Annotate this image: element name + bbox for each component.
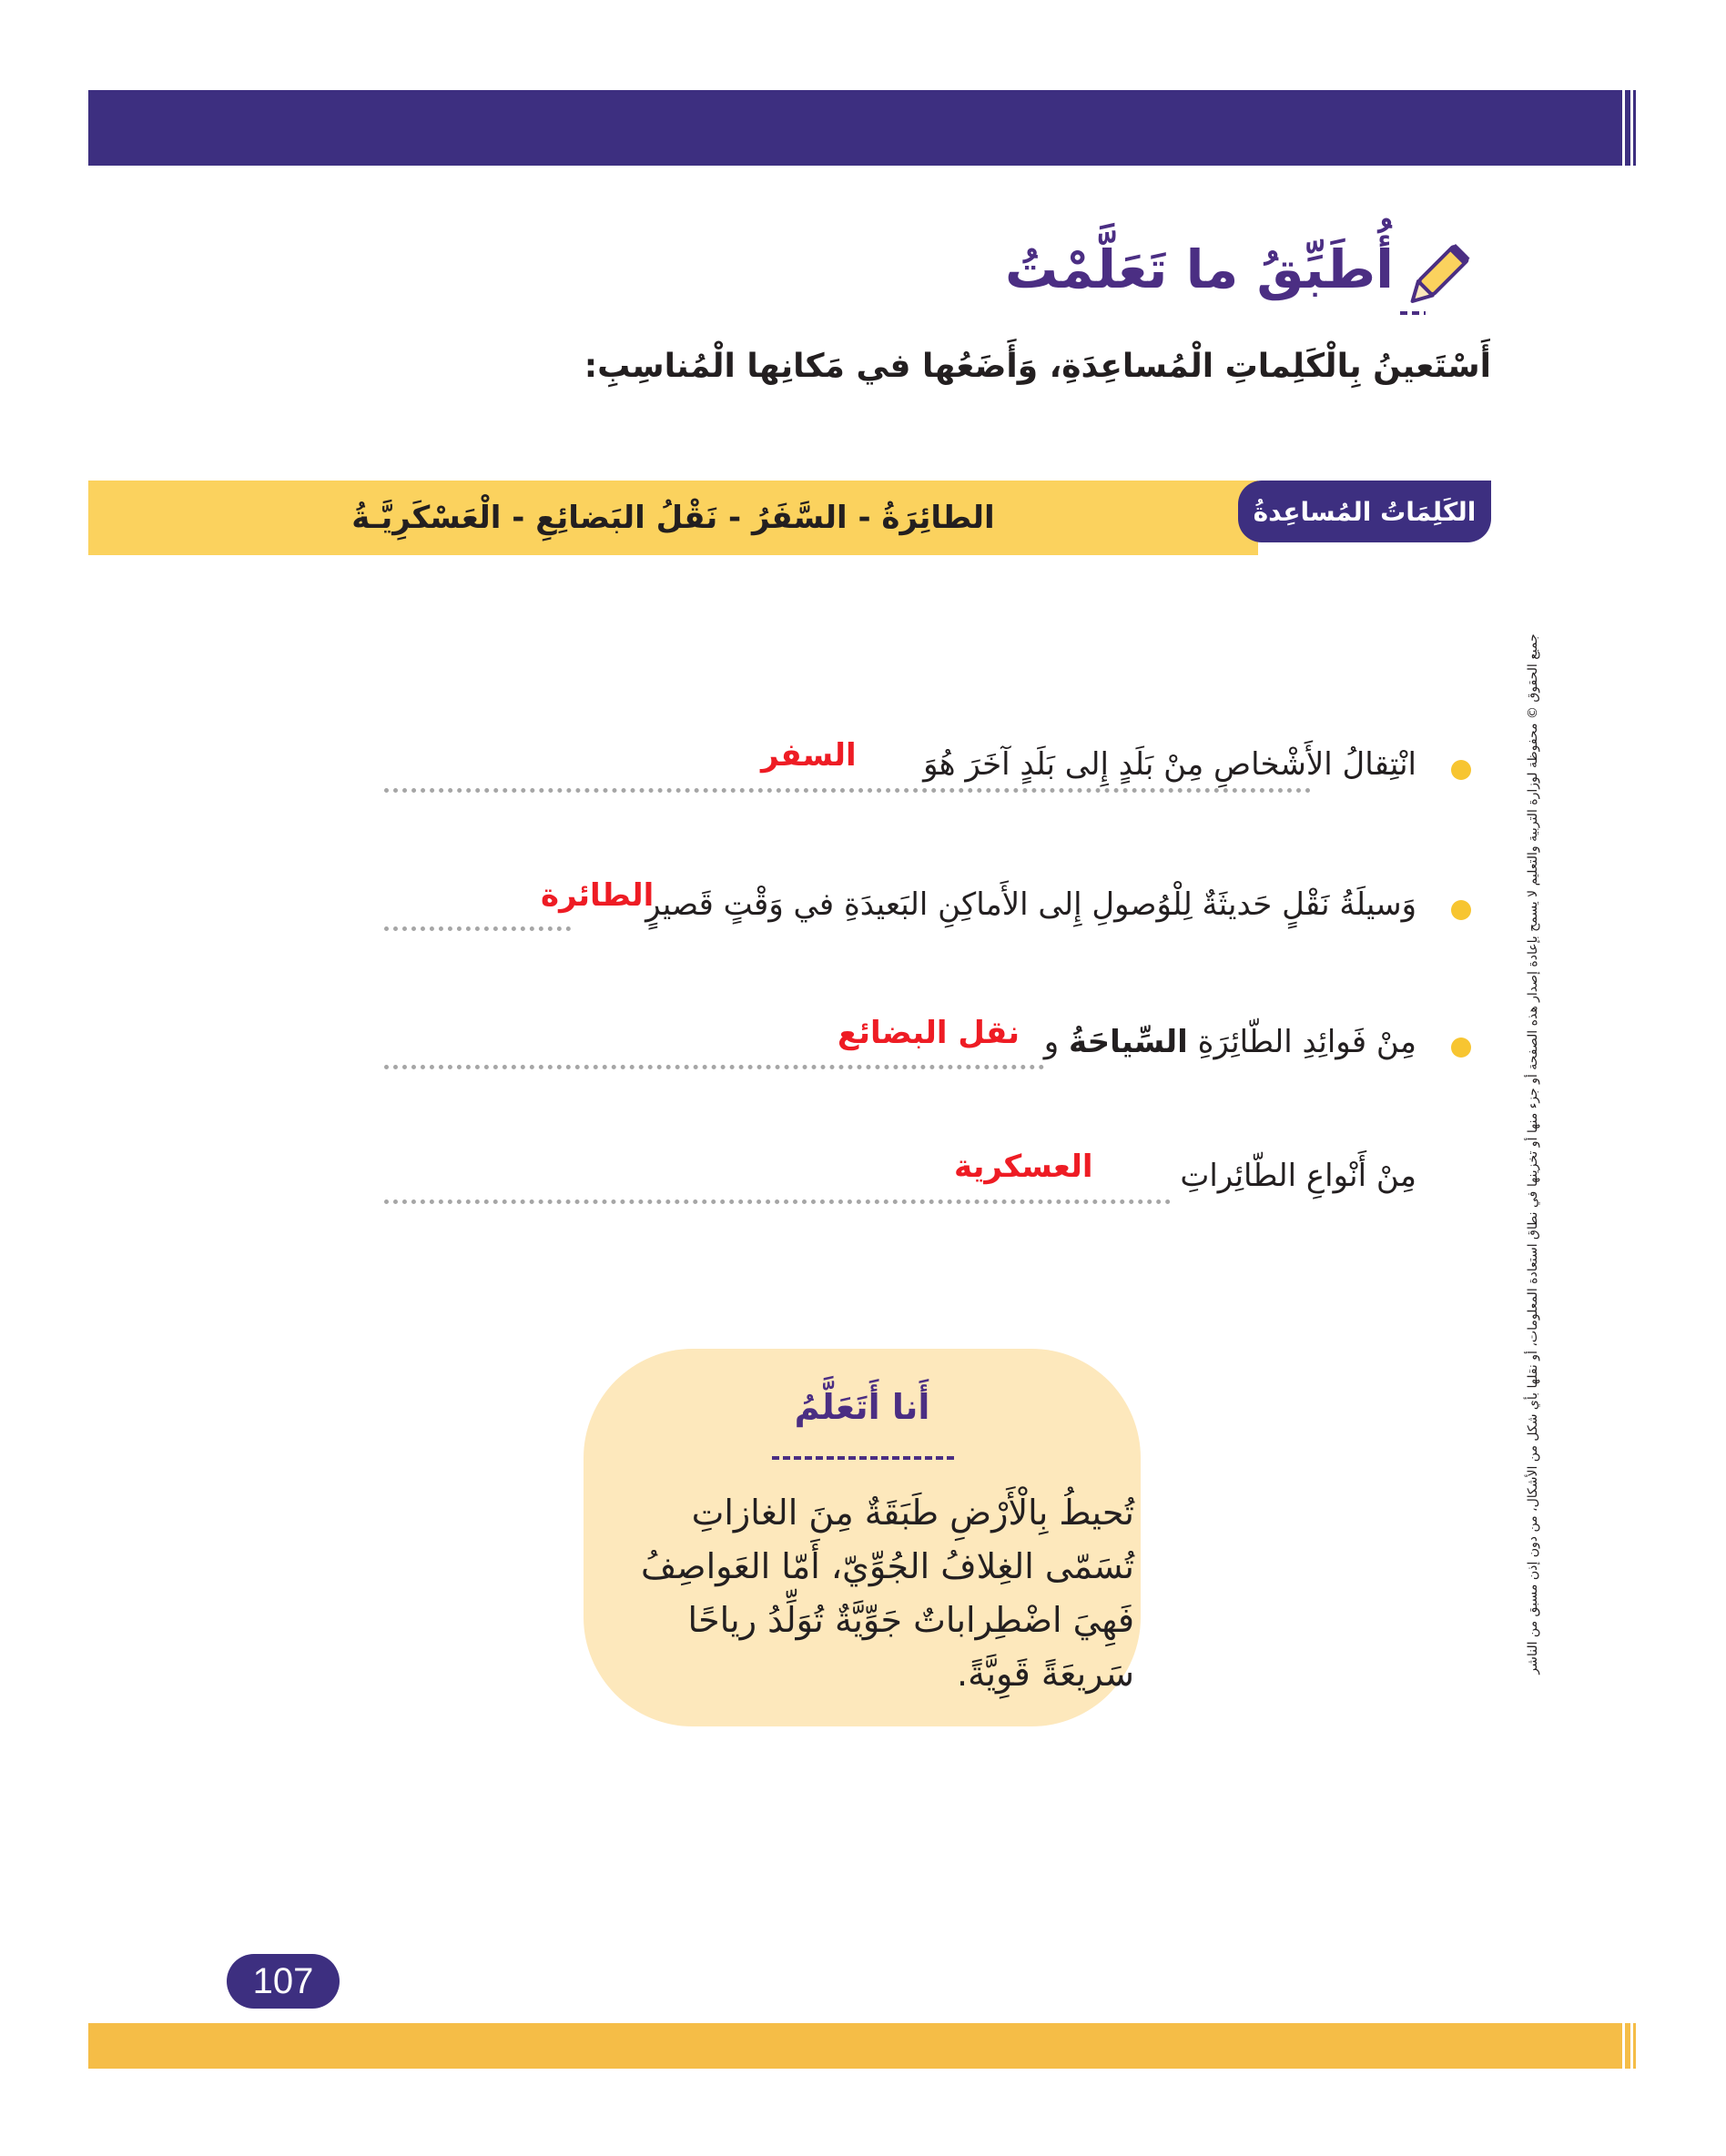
exercise-1-answer: السفر	[761, 737, 857, 774]
bottom-banner	[88, 2023, 1636, 2069]
top-banner-divider	[1622, 90, 1625, 166]
section-title: أُطَبِّقُ ما تَعَلَّمْتُ	[1004, 238, 1394, 300]
learn-box-title: أَنا أَتَعَلَّمُ	[794, 1387, 930, 1427]
learn-box-text: تُحيطُ بِالْأَرْضِ طَبَقَةٌ مِنَ الغازاتِ تُسَمّى الغِلافُ الجُوِّيّ، أَمّا العَواصِفُ فَهِيَ اضْطِراباتٌ جَوِّيَّةٌ تُوَلِّدُ رياحًا سَريعَةً قَوِيَّةً.	[640, 1493, 1134, 1694]
exercise-3-text-after: و	[1043, 1024, 1060, 1060]
instruction-text: أَسْتَعينُ بِالْكَلِماتِ الْمُساعِدَةِ، وَأَضَعُها في مَكانِها الْمُناسِبِ:	[584, 348, 1491, 385]
exercise-3-bold-word: السِّياحَةُ	[1069, 1024, 1188, 1060]
helper-words-list: الطائِرَةُ - السَّفَرُ - نَقْلُ البَضائِعِ - الْعَسْكَرِيَّـةُ	[351, 500, 995, 536]
helper-words-label: الكَلِمَاتُ المُساعِدةُ	[1238, 481, 1491, 542]
exercise-2-text: وَسيلَةُ نَقْلٍ حَديثَةٌ لِلْوُصولِ إِلى الأَماكِنِ البَعيدَةِ في وَقْتٍ قَصيرٍ	[645, 886, 1416, 923]
exercise-1-answer-line	[384, 788, 1311, 793]
pencil-icon	[1395, 229, 1486, 320]
exercise-3-text	[1044, 1024, 1416, 1060]
copyright-notice: جميع الحقوق © محفوظة لوزارة التربية والتعليم لا يسمح بإعادة إصدار هذه الصفحة أو جزء منها أو تخزينها في نطاق استعادة المعلومات، أو نقلها بأي شكل من الأشكال، من دون إذن مسبق من الناشر	[1526, 633, 1540, 1675]
exercise-4-text: مِنْ أَنْواعِ الطّائِراتِ	[1180, 1158, 1416, 1194]
bullet-icon	[1451, 760, 1471, 780]
page-number: 107	[227, 1954, 340, 2009]
top-banner	[88, 90, 1636, 166]
top-banner-divider	[1630, 90, 1633, 166]
exercise-3-text-before: مِنْ فَوائِدِ الطّائِرَةِ	[1197, 1024, 1416, 1060]
exercise-2-answer: الطائرة	[541, 877, 655, 914]
exercise-4-answer: العسكرية	[954, 1149, 1093, 1185]
exercise-2-answer-line	[384, 926, 571, 931]
exercise-3-answer: نقل البضائع	[838, 1015, 1020, 1051]
exercise-3-answer-line	[384, 1065, 1044, 1069]
exercise-1-text: انْتِقالُ الأَشْخاصِ مِنْ بَلَدٍ إِلى بَلَدٍ آخَرَ هُوَ	[923, 746, 1416, 783]
exercise-4-answer-line	[384, 1199, 1171, 1204]
bullet-icon	[1451, 1038, 1471, 1058]
bottom-banner-divider	[1630, 2023, 1633, 2069]
bottom-banner-divider	[1622, 2023, 1625, 2069]
learn-box-title-underline	[772, 1456, 954, 1460]
bullet-icon	[1451, 900, 1471, 920]
